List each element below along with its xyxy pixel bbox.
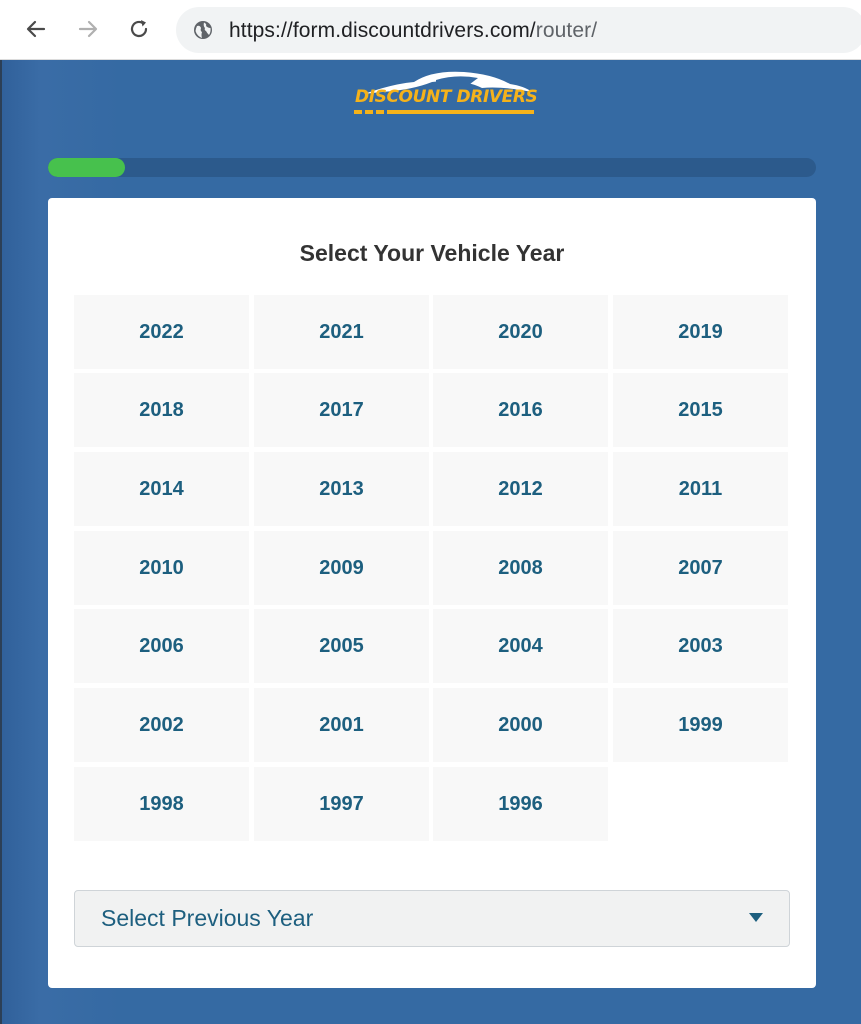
year-option-2011[interactable]: 2011 bbox=[613, 452, 788, 526]
year-option-2017[interactable]: 2017 bbox=[254, 373, 429, 447]
form-title: Select Your Vehicle Year bbox=[299, 240, 565, 266]
progress-bar bbox=[48, 158, 816, 177]
window-edge bbox=[0, 60, 2, 1024]
previous-year-select-label: Select Previous Year bbox=[101, 905, 314, 931]
year-option-2008[interactable]: 2008 bbox=[433, 531, 608, 605]
year-option-2019[interactable]: 2019 bbox=[613, 295, 788, 369]
year-option-2007[interactable]: 2007 bbox=[613, 531, 788, 605]
form-card bbox=[48, 198, 816, 988]
year-option-2005[interactable]: 2005 bbox=[254, 609, 429, 683]
year-option-2020[interactable]: 2020 bbox=[433, 295, 608, 369]
logo-text: DISCOUNT DRIVERS bbox=[355, 87, 538, 107]
browser-toolbar bbox=[0, 0, 861, 60]
year-option-1997[interactable]: 1997 bbox=[254, 767, 429, 841]
progress-fill bbox=[48, 158, 125, 177]
year-option-2021[interactable]: 2021 bbox=[254, 295, 429, 369]
globe-icon bbox=[193, 20, 213, 40]
year-option-2003[interactable]: 2003 bbox=[613, 609, 788, 683]
caret-down-icon bbox=[749, 913, 763, 922]
year-option-1996[interactable]: 1996 bbox=[433, 767, 608, 841]
arrow-right-icon bbox=[77, 18, 99, 40]
year-option-2002[interactable]: 2002 bbox=[74, 688, 249, 762]
year-option-1998[interactable]: 1998 bbox=[74, 767, 249, 841]
address-bar[interactable] bbox=[176, 7, 861, 53]
url-path: router/ bbox=[535, 19, 598, 42]
year-option-2018[interactable]: 2018 bbox=[74, 373, 249, 447]
reload-icon bbox=[128, 18, 150, 40]
year-option-2012[interactable]: 2012 bbox=[433, 452, 608, 526]
year-option-2016[interactable]: 2016 bbox=[433, 373, 608, 447]
year-option-2009[interactable]: 2009 bbox=[254, 531, 429, 605]
year-option-2015[interactable]: 2015 bbox=[613, 373, 788, 447]
logo-underline bbox=[354, 110, 534, 114]
back-button[interactable] bbox=[19, 12, 53, 46]
year-option-2004[interactable]: 2004 bbox=[433, 609, 608, 683]
year-option-2000[interactable]: 2000 bbox=[433, 688, 608, 762]
year-option-1999[interactable]: 1999 bbox=[613, 688, 788, 762]
year-option-2013[interactable]: 2013 bbox=[254, 452, 429, 526]
forward-button[interactable] bbox=[71, 12, 105, 46]
year-option-2006[interactable]: 2006 bbox=[74, 609, 249, 683]
year-option-2022[interactable]: 2022 bbox=[74, 295, 249, 369]
arrow-left-icon bbox=[25, 18, 47, 40]
year-option-2001[interactable]: 2001 bbox=[254, 688, 429, 762]
url-text bbox=[229, 19, 597, 43]
previous-year-select[interactable] bbox=[74, 890, 790, 947]
year-option-2014[interactable]: 2014 bbox=[74, 452, 249, 526]
url-host: https://form.discountdrivers.com/ bbox=[229, 19, 536, 42]
year-option-2010[interactable]: 2010 bbox=[74, 531, 249, 605]
reload-button[interactable] bbox=[122, 12, 156, 46]
